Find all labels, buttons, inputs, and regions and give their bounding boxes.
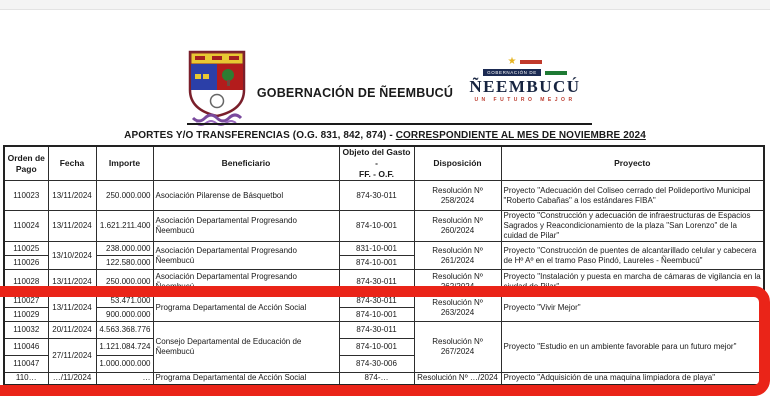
cell-fecha: …/11/2024 bbox=[48, 373, 96, 385]
col-header-disposicion: Disposición bbox=[414, 146, 501, 181]
cell-disposicion: Resolución Nº 260/2024 bbox=[414, 211, 501, 242]
cell-fecha: 13/11/2024 bbox=[48, 270, 96, 294]
cell-objeto: 874-10-001 bbox=[339, 256, 414, 270]
col-header-orden: Orden de Pago bbox=[4, 146, 48, 181]
cell-beneficiario: Programa Departamental de Acción Social bbox=[153, 373, 339, 385]
cell-proyecto: Proyecto "Construcción y adecuación de infraestructuras de Espacios Sagrados y Reacondicionamiento de la plaza "San Lorenzo" de la cuidad de Pilar" bbox=[501, 211, 764, 242]
cell-beneficiario: Asociación Departamental Progresando Ñeembucú bbox=[153, 211, 339, 242]
cell-orden: 110… bbox=[4, 373, 48, 385]
cell-objeto: 874-30-011 bbox=[339, 322, 414, 339]
cell-fecha: 20/11/2024 bbox=[48, 322, 96, 339]
cell-beneficiario: Asociación Pilarense de Básquetbol bbox=[153, 181, 339, 211]
org-title: GOBERNACIÓN DE ÑEEMBUCÚ bbox=[256, 86, 454, 100]
cell-objeto: 874-30-006 bbox=[339, 356, 414, 373]
header-divider bbox=[187, 123, 592, 125]
cell-disposicion: Resolución Nº 258/2024 bbox=[414, 181, 501, 211]
cell-objeto: 874-10-001 bbox=[339, 339, 414, 356]
cell-proyecto: Proyecto "Instalación y puesta en marcha de cámaras de vigilancia en la ciudad de Pilar" bbox=[501, 270, 764, 294]
cell-orden: 110026 bbox=[4, 256, 48, 270]
cell-importe: 1.000.000.000 bbox=[96, 356, 153, 373]
cell-fecha: 13/11/2024 bbox=[48, 211, 96, 242]
cell-orden: 110023 bbox=[4, 181, 48, 211]
col-header-fecha: Fecha bbox=[48, 146, 96, 181]
cell-orden: 110046 bbox=[4, 339, 48, 356]
cell-orden: 110025 bbox=[4, 242, 48, 256]
table-row bbox=[4, 294, 764, 308]
transfers-table-wrap bbox=[3, 145, 765, 386]
document-title-underlined: CORRESPONDIENTE AL MES DE NOVIEMBRE 2024 bbox=[395, 130, 646, 141]
cell-fecha: 13/11/2024 bbox=[48, 294, 96, 322]
col-header-beneficiario: Beneficiario bbox=[153, 146, 339, 181]
col-header-importe: Importe bbox=[96, 146, 153, 181]
cell-importe: 238.000.000 bbox=[96, 242, 153, 256]
cell-objeto: 874-30-011 bbox=[339, 270, 414, 294]
table-header-row bbox=[4, 146, 764, 181]
cell-disposicion: Resolución Nº 263/2024 bbox=[414, 294, 501, 322]
document-title bbox=[0, 130, 770, 141]
cell-objeto: 874-10-001 bbox=[339, 308, 414, 322]
logo-top-label: GOBERNACIÓN DE bbox=[483, 69, 541, 76]
cell-disposicion: Resolución Nº 267/2024 bbox=[414, 322, 501, 373]
cell-fecha: 27/11/2024 bbox=[48, 339, 96, 373]
cell-proyecto: Proyecto "Adquisición de una maquina limpiadora de playa" bbox=[501, 373, 764, 385]
logo-name: ÑEEMBUCÚ bbox=[469, 77, 581, 96]
table-row bbox=[4, 181, 764, 211]
cell-importe: 1.621.211.400 bbox=[96, 211, 153, 242]
cell-disposicion: Resolución Nº 262/2024 bbox=[414, 270, 501, 294]
cell-importe: 4.563.368.776 bbox=[96, 322, 153, 339]
star-icon: ★ bbox=[507, 56, 517, 67]
cell-orden: 110027 bbox=[4, 294, 48, 308]
table-row bbox=[4, 270, 764, 294]
table-row-partial bbox=[4, 373, 764, 385]
table-row bbox=[4, 242, 764, 256]
cell-disposicion: Resolución Nº …/2024 bbox=[414, 373, 501, 385]
top-gray-strip bbox=[0, 0, 770, 10]
cell-importe: 250.000.000 bbox=[96, 181, 153, 211]
cell-importe: … bbox=[96, 373, 153, 385]
cell-importe: 53.471.000 bbox=[96, 294, 153, 308]
col-header-objeto: Objeto del Gasto - FF. - O.F. bbox=[339, 146, 414, 181]
cell-objeto: 874-… bbox=[339, 373, 414, 385]
cell-objeto: 831-10-001 bbox=[339, 242, 414, 256]
cell-beneficiario: Asociación Departamental Progresando Ñeembucú bbox=[153, 242, 339, 270]
logo-tagline: UN FUTURO MEJOR bbox=[474, 97, 576, 103]
cell-beneficiario: Programa Departamental de Acción Social bbox=[153, 294, 339, 322]
document-title-main: APORTES Y/O TRANSFERENCIAS (O.G. 831, 842, 874) - bbox=[124, 130, 396, 141]
cell-proyecto: Proyecto "Adecuación del Coliseo cerrado del Polideportivo Municipal "Roberto Cabañas" a los estándares FIBA" bbox=[501, 181, 764, 211]
cell-orden: 110029 bbox=[4, 308, 48, 322]
red-stripe bbox=[520, 60, 542, 64]
cell-proyecto: Proyecto "Estudio en un ambiente favorable para un futuro mejor" bbox=[501, 322, 764, 373]
cell-proyecto: Proyecto "Vivir Mejor" bbox=[501, 294, 764, 322]
cell-objeto: 874-30-011 bbox=[339, 294, 414, 308]
cell-importe: 250.000.000 bbox=[96, 270, 153, 294]
cell-objeto: 874-30-011 bbox=[339, 181, 414, 211]
col-header-proyecto: Proyecto bbox=[501, 146, 764, 181]
cell-fecha: 13/11/2024 bbox=[48, 181, 96, 211]
cell-orden: 110028 bbox=[4, 270, 48, 294]
cell-orden: 110024 bbox=[4, 211, 48, 242]
coat-of-arms-icon bbox=[186, 50, 248, 126]
cell-importe: 1.121.084.724 bbox=[96, 339, 153, 356]
cell-orden: 110032 bbox=[4, 322, 48, 339]
cell-objeto: 874-10-001 bbox=[339, 211, 414, 242]
cell-importe: 122.580.000 bbox=[96, 256, 153, 270]
cell-beneficiario: Consejo Departamental de Educación de Ñeembucú bbox=[153, 322, 339, 373]
cell-proyecto: Proyecto "Construcción de puentes de alcantarillado celular y cabecera de Hº Aº en el tramo Paso Pindó, Laureles - Ñeembucú" bbox=[501, 242, 764, 270]
green-stripe bbox=[545, 71, 567, 75]
brand-logo bbox=[461, 57, 589, 103]
cell-orden: 110047 bbox=[4, 356, 48, 373]
table-row bbox=[4, 322, 764, 339]
cell-importe: 900.000.000 bbox=[96, 308, 153, 322]
table-row bbox=[4, 211, 764, 242]
cell-beneficiario: Asociación Departamental Progresando Ñeembucú bbox=[153, 270, 339, 294]
transfers-table bbox=[3, 145, 765, 386]
cell-fecha: 13/10/2024 bbox=[48, 242, 96, 270]
cell-disposicion: Resolución Nº 261/2024 bbox=[414, 242, 501, 270]
